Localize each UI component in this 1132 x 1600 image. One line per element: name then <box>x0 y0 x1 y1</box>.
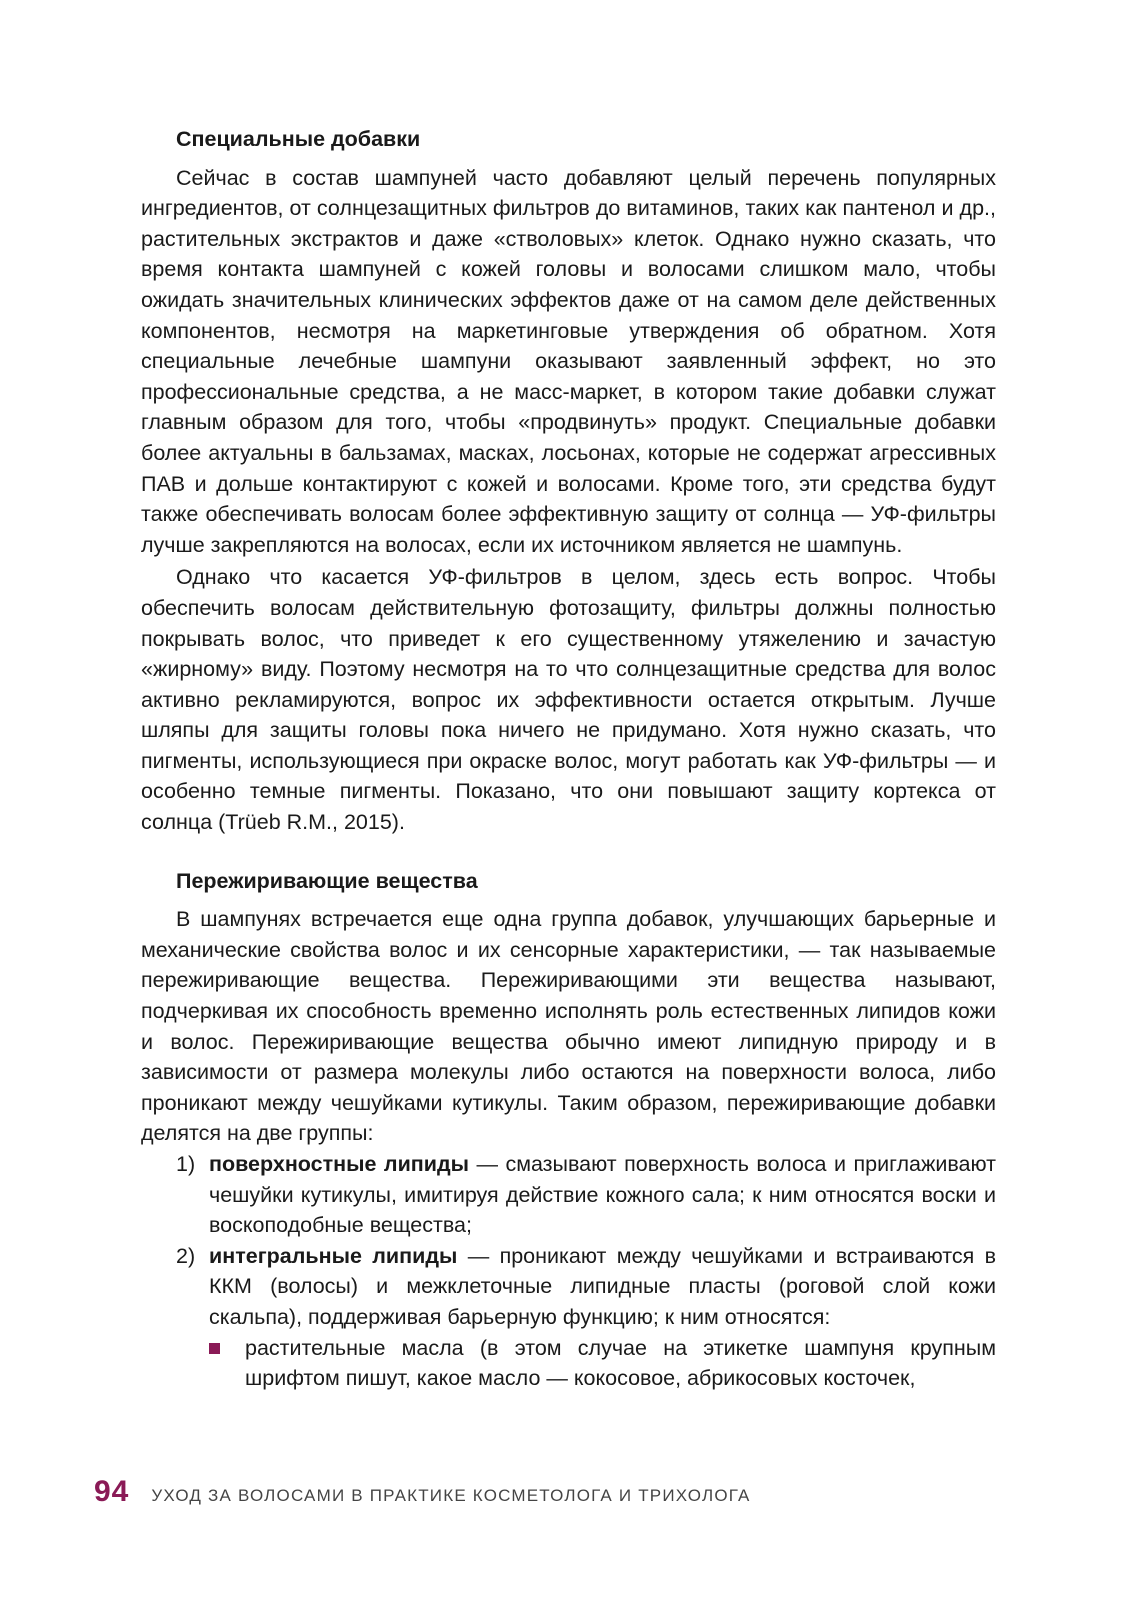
list-item <box>141 1241 996 1394</box>
page-number: 94 <box>94 1475 130 1508</box>
list-term: поверхностные липиды <box>209 1152 469 1176</box>
numbered-list <box>141 1149 996 1394</box>
running-title: УХОД ЗА ВОЛОСАМИ В ПРАКТИКЕ КОСМЕТОЛОГА И ТРИХОЛОГА <box>151 1486 751 1505</box>
list-number: 2) <box>176 1243 196 1268</box>
paragraph: В шампунях встречается еще одна группа добавок, улучшающих барьерные и механические свойства волос и их сенсорные характеристики, — так называемые пережиривающие вещества. Пережиривающими эти вещества называют, подчеркивая их способность временно исполнять роль естественных липидов кожи и волос. Пережиривающие вещества обычно имеют липидную природу и в зависимости от размера молекулы либо остаются на поверхности волоса, либо проникают между чешуйками кутикулы. Таким образом, пережиривающие добавки делятся на две группы: <box>141 907 996 1146</box>
square-bullet-icon <box>209 1343 220 1354</box>
list-item <box>141 1149 996 1241</box>
list-number: 1) <box>176 1152 196 1176</box>
page-content <box>141 124 996 1394</box>
bullet-list <box>209 1333 996 1394</box>
bullet-item <box>209 1333 996 1394</box>
list-text: — проникают между чешуйками и встраиваются в ККМ (волосы) и межклеточные липидные пласты (роговой слой кожи скальпа), поддерживая барьерную функцию; к ним относятся: <box>209 1243 996 1329</box>
page-footer <box>94 1475 751 1509</box>
section-heading-superfatting-agents: Пережиривающие вещества <box>176 868 478 893</box>
bullet-text: растительные масла (в этом случае на этикетке шампуня крупным шрифтом пишут, какое масло — кокосовое, абрикосовых косточек, <box>245 1335 996 1391</box>
paragraph: Однако что касается УФ-фильтров в целом, здесь есть вопрос. Чтобы обеспечить волосам действительную фотозащиту, фильтры должны полностью покрывать волос, что приведет к его существенному утяжелению и зачастую «жирному» виду. Поэтому несмотря на то что солнцезащитные средства для волос активно рекламируются, вопрос их эффективности остается открытым. Лучше шляпы для защиты головы пока ничего не придумано. Хотя нужно сказать, что пигменты, использующиеся при окраске волос, могут работать как УФ-фильтры — и особенно темные пигменты. Показано, что они повышают защиту кортекса от солнца (Trüeb R.M., 2015). <box>141 565 996 835</box>
section-heading-special-additives: Специальные добавки <box>176 127 421 151</box>
list-text: — смазывают поверхность волоса и приглаживают чешуйки кутикулы, имитируя действие кожного сала; к ним относятся воски и воскоподобные вещества; <box>209 1152 996 1238</box>
list-term: интегральные липиды <box>209 1243 458 1268</box>
paragraph: Сейчас в состав шампуней часто добавляют целый перечень популярных ингредиентов, от солнцезащитных фильтров до витаминов, таких как пантенол и др., растительных экстрактов и даже «стволовых» клеток. Однако нужно сказать, что время контакта шампуней с кожей головы и волосами слишком мало, чтобы ожидать значительных клинических эффектов даже от на самом деле действенных компонентов, несмотря на маркетинговые утверждения об обратном. Хотя специальные лечебные шампуни оказывают заявленный эффект, но это профессиональные средства, а не масс-маркет, в котором такие добавки служат главным образом для того, чтобы «продвинуть» продукт. Специальные добавки более актуальны в бальзамах, масках, лосьонах, которые не содержат агрессивных ПАВ и дольше контактируют с кожей и волосами. Кроме того, эти средства будут также обеспечивать волосам более эффективную защиту от солнца — УФ-фильтры лучше закрепляются на волосах, если их источником является не шампунь. <box>141 165 996 557</box>
